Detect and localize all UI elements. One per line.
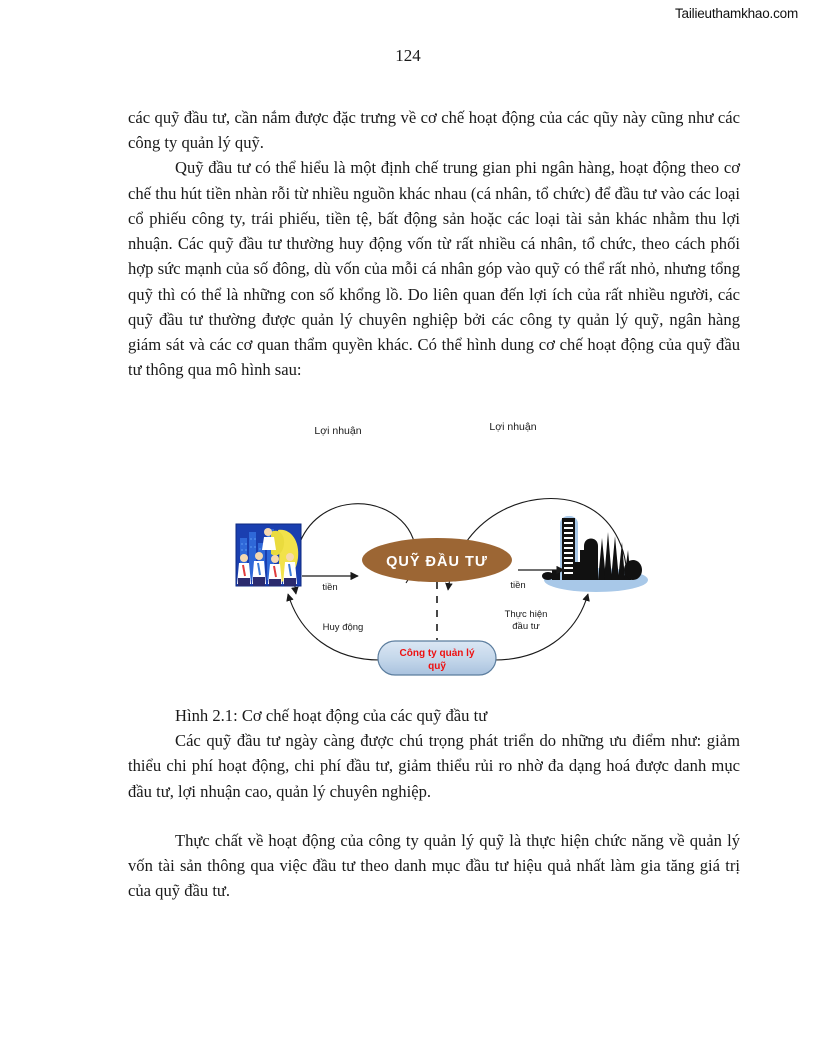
label-profit-left: Lợi nhuận xyxy=(314,425,362,437)
label-invest-line2: đầu tư xyxy=(512,621,540,632)
label-raise-capital: Huy động xyxy=(322,622,364,633)
site-watermark: Tailieuthamkhao.com xyxy=(674,6,798,21)
label-money-right: tiền xyxy=(510,580,526,591)
node-fund-label: QUỸ ĐẦU TƯ xyxy=(386,554,488,570)
page-number: 124 xyxy=(395,46,421,65)
paragraph-3: Các quỹ đầu tư ngày càng được chú trọng phát triển do những ưu điểm như: giảm thiểu chi phí hoạt động, chi phí đầu tư, giảm thiểu rủi ro nhờ đa dạng hoá được danh mục đầu tư, lợi nhuận cao, quản lý chuyên nghiệp. xyxy=(128,731,740,801)
paragraph-4: Thực chất về hoạt động của công ty quản lý quỹ là thực hiện chức năng về quản lý vốn tài sản thông qua việc đầu tư theo danh mục đầu tư hiệu quả nhất làm gia tăng giá trị của quỹ đầu tư. xyxy=(128,830,740,901)
figure-fund-mechanism xyxy=(128,398,740,698)
figure-caption: Hình 2.1: Cơ chế hoạt động của các quỹ đầu tư xyxy=(175,706,488,725)
figure-caption-and-rest xyxy=(128,703,740,904)
paragraph-2: Quỹ đầu tư có thể hiểu là một định chế trung gian phi ngân hàng, hoạt động theo cơ chế thu hút tiền nhàn rỗi từ nhiều nguồn khác nhau (cá nhân, tổ chức) để đầu tư vào các loại cổ phiếu công ty, trái phiếu, tiền tệ, bất động sản hoặc các loại tài sản khác nhằm thu lợi nhuận. Các quỹ đầu tư thường huy động vốn từ rất nhiều cá nhân, tổ chức, theo cách phối hợp sức mạnh của số đông, dù vốn của mỗi cá nhân góp vào quỹ có thể rất nhỏ, nhưng tổng quỹ thì có thể là những con số khổng lồ. Do liên quan đến lợi ích của rất nhiều người, các quỹ đầu tư thường được quản lý chuyên nghiệp bởi các công ty quản lý quỹ, ngân hàng giám sát và các cơ quan thẩm quyền khác. Có thể hình dung cơ chế hoạt động của quỹ đầu tư thông qua mô hình sau: xyxy=(128,158,740,380)
label-money-left: tiền xyxy=(322,582,338,593)
node-manager-label-line2: quỹ xyxy=(428,661,446,672)
label-profit-right: Lợi nhuận xyxy=(489,421,537,433)
node-manager-label-line1: Công ty quản lý xyxy=(399,648,475,659)
city-image xyxy=(542,516,648,592)
node-fund xyxy=(362,538,512,582)
arc-execute-investment xyxy=(494,594,588,660)
node-fund-manager xyxy=(378,641,496,675)
document-body xyxy=(128,105,740,382)
paragraph-1: các quỹ đầu tư, cần nắm được đặc trưng về cơ chế hoạt động của các qũy này cũng như các công ty quản lý quỹ. xyxy=(128,108,740,153)
investors-image xyxy=(236,524,301,586)
label-invest-line1: Thực hiện xyxy=(504,609,548,620)
